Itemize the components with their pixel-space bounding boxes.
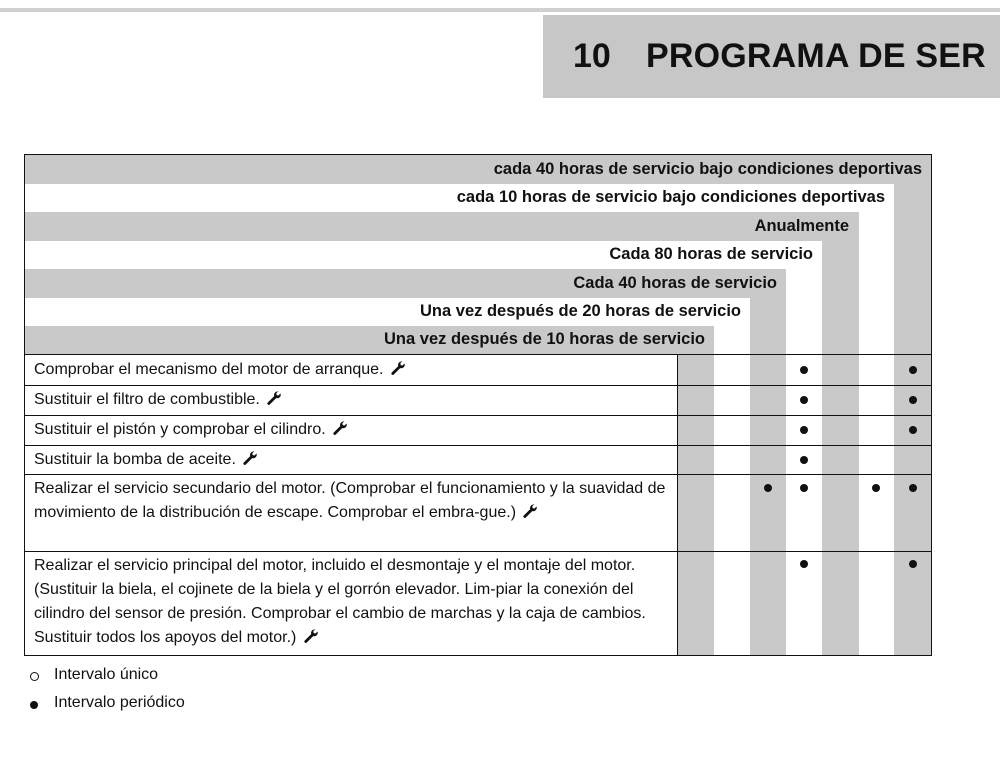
task-text: Sustituir el pistón y comprobar el cilindro. bbox=[34, 421, 326, 438]
task-text: Realizar el servicio secundario del motor. (Comprobar el funcionamiento y la suavidad de movimiento de la distribución de escape. Comprobar el embra-gue.) bbox=[34, 480, 666, 521]
interval-header-6: Una vez después de 20 horas de servicio bbox=[420, 302, 741, 320]
section-title: PROGRAMA DE SER bbox=[646, 37, 986, 75]
task-text: Sustituir la bomba de aceite. bbox=[34, 451, 236, 468]
task-text: Realizar el servicio principal del motor, incluido el desmontaje y el montaje del motor. (Sustituir la biela, el cojinete de la biela y el gorrón elevador. Lim-piar la conexión del cilindro del sensor de presión. Comprobar el cambio de marchas y la caja de cambios. Sustituir todos los apoyos del motor.) bbox=[34, 557, 646, 646]
legend-label: Intervalo único bbox=[54, 666, 159, 683]
interval-header-3: Anualmente bbox=[754, 217, 849, 235]
task-text: Sustituir el filtro de combustible. bbox=[34, 391, 260, 408]
legend-label: Intervalo periódico bbox=[54, 694, 185, 711]
task-text: Comprobar el mecanismo del motor de arranque. bbox=[34, 361, 384, 378]
open-circle-icon bbox=[30, 672, 39, 681]
table-frame bbox=[24, 154, 932, 656]
interval-header-1: cada 40 horas de servicio bajo condiciones deportivas bbox=[493, 160, 922, 178]
interval-header-5: Cada 40 horas de servicio bbox=[573, 274, 777, 292]
section-number: 10 bbox=[573, 37, 611, 75]
interval-header-7: Una vez después de 10 horas de servicio bbox=[384, 330, 705, 348]
filled-circle-icon bbox=[30, 701, 38, 709]
section-title-bar bbox=[543, 15, 1000, 98]
interval-header-4: Cada 80 horas de servicio bbox=[609, 245, 813, 263]
interval-header-2: cada 10 horas de servicio bajo condiciones deportivas bbox=[456, 188, 885, 206]
maintenance-schedule-table bbox=[24, 154, 932, 656]
page-top-rule bbox=[0, 8, 1000, 12]
